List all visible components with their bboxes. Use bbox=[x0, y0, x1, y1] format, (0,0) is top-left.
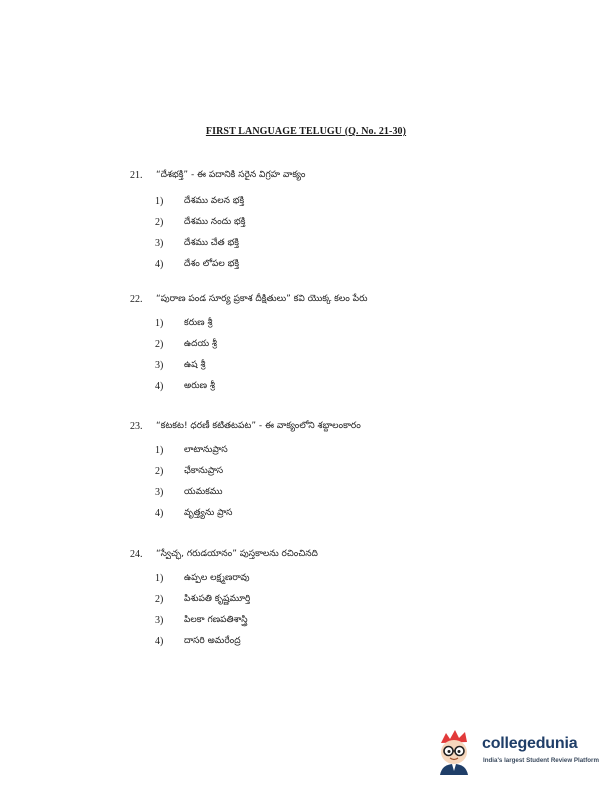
mascot-icon bbox=[432, 727, 478, 775]
option bbox=[0, 259, 612, 280]
option-text: పిశుపతి కృష్ణమూర్తి bbox=[184, 594, 251, 604]
option bbox=[0, 238, 612, 259]
option-text: ఛేకానుప్రాస bbox=[184, 466, 224, 476]
option bbox=[0, 573, 612, 594]
option-number: 3) bbox=[155, 487, 164, 498]
option-text: ఉప్పల లక్ష్మణరావు bbox=[184, 573, 250, 583]
option-number: 1) bbox=[155, 445, 164, 456]
question-23 bbox=[0, 421, 612, 529]
option-text: దేశం లోపల భక్తి bbox=[184, 259, 240, 269]
logo-name: collegedunia bbox=[482, 735, 578, 752]
question-number: 23. bbox=[130, 421, 143, 432]
collegedunia-logo[interactable] bbox=[432, 727, 602, 777]
option bbox=[0, 381, 612, 402]
option bbox=[0, 594, 612, 615]
options-list bbox=[0, 318, 612, 402]
option-number: 2) bbox=[155, 594, 164, 605]
option bbox=[0, 217, 612, 238]
options-list bbox=[0, 196, 612, 280]
question-22 bbox=[0, 294, 612, 402]
logo-tagline: India's largest Student Review Platform bbox=[483, 757, 599, 764]
question-21 bbox=[0, 170, 612, 280]
option-number: 3) bbox=[155, 360, 164, 371]
option bbox=[0, 318, 612, 339]
option bbox=[0, 466, 612, 487]
question-number: 22. bbox=[130, 294, 143, 305]
option bbox=[0, 360, 612, 381]
question-24 bbox=[0, 549, 612, 657]
option-text: ఉష శ్రీ bbox=[184, 360, 206, 370]
option-number: 2) bbox=[155, 217, 164, 228]
option bbox=[0, 339, 612, 360]
option-number: 3) bbox=[155, 615, 164, 626]
option-text: దేశము నందు భక్తి bbox=[184, 217, 246, 227]
option-text: లాటానుప్రాస bbox=[184, 445, 228, 455]
option-text: కరుణ శ్రీ bbox=[184, 318, 213, 328]
option bbox=[0, 196, 612, 217]
option-text: వృత్త్యను ప్రాస bbox=[184, 508, 233, 518]
question-number: 24. bbox=[130, 549, 143, 560]
options-list bbox=[0, 445, 612, 529]
option bbox=[0, 445, 612, 466]
option-text: దాసరి అమరేంద్ర bbox=[184, 636, 241, 646]
option-number: 1) bbox=[155, 318, 164, 329]
option-number: 2) bbox=[155, 339, 164, 350]
options-list bbox=[0, 573, 612, 657]
question-text: “కటకట! ధరణీ కటితటపట” - ఈ వాక్యంలోని శబ్దాలంకారం bbox=[156, 421, 361, 431]
option-text: అరుణ శ్రీ bbox=[184, 381, 215, 391]
question-number: 21. bbox=[130, 170, 143, 181]
question-text: “స్వేచ్ఛ, గరుడయానం” పుస్తకాలను రచించినది bbox=[156, 549, 318, 559]
option-text: యమకము bbox=[184, 487, 223, 497]
option bbox=[0, 508, 612, 529]
option-number: 4) bbox=[155, 508, 164, 519]
option-number: 4) bbox=[155, 381, 164, 392]
question-text: “పురాణ పండ సూర్య ప్రకాశ దీక్షితులు” కవి యొక్క కలం పేరు bbox=[156, 294, 368, 304]
option-number: 4) bbox=[155, 259, 164, 270]
option-text: దేశము వలన భక్తి bbox=[184, 196, 245, 206]
option bbox=[0, 487, 612, 508]
option bbox=[0, 615, 612, 636]
option bbox=[0, 636, 612, 657]
option-number: 3) bbox=[155, 238, 164, 249]
option-number: 4) bbox=[155, 636, 164, 647]
option-number: 2) bbox=[155, 466, 164, 477]
option-number: 1) bbox=[155, 196, 164, 207]
option-text: పిలకా గణపతిశాస్త్రి bbox=[184, 615, 248, 625]
option-text: ఉదయ శ్రీ bbox=[184, 339, 217, 349]
page-title: FIRST LANGUAGE TELUGU (Q. No. 21-30) bbox=[205, 126, 407, 137]
option-text: దేశము చేత భక్తి bbox=[184, 238, 239, 248]
question-text: “దేశభక్తి” - ఈ పదానికి సరైన విగ్రహ వాక్యం bbox=[156, 170, 306, 180]
option-number: 1) bbox=[155, 573, 164, 584]
